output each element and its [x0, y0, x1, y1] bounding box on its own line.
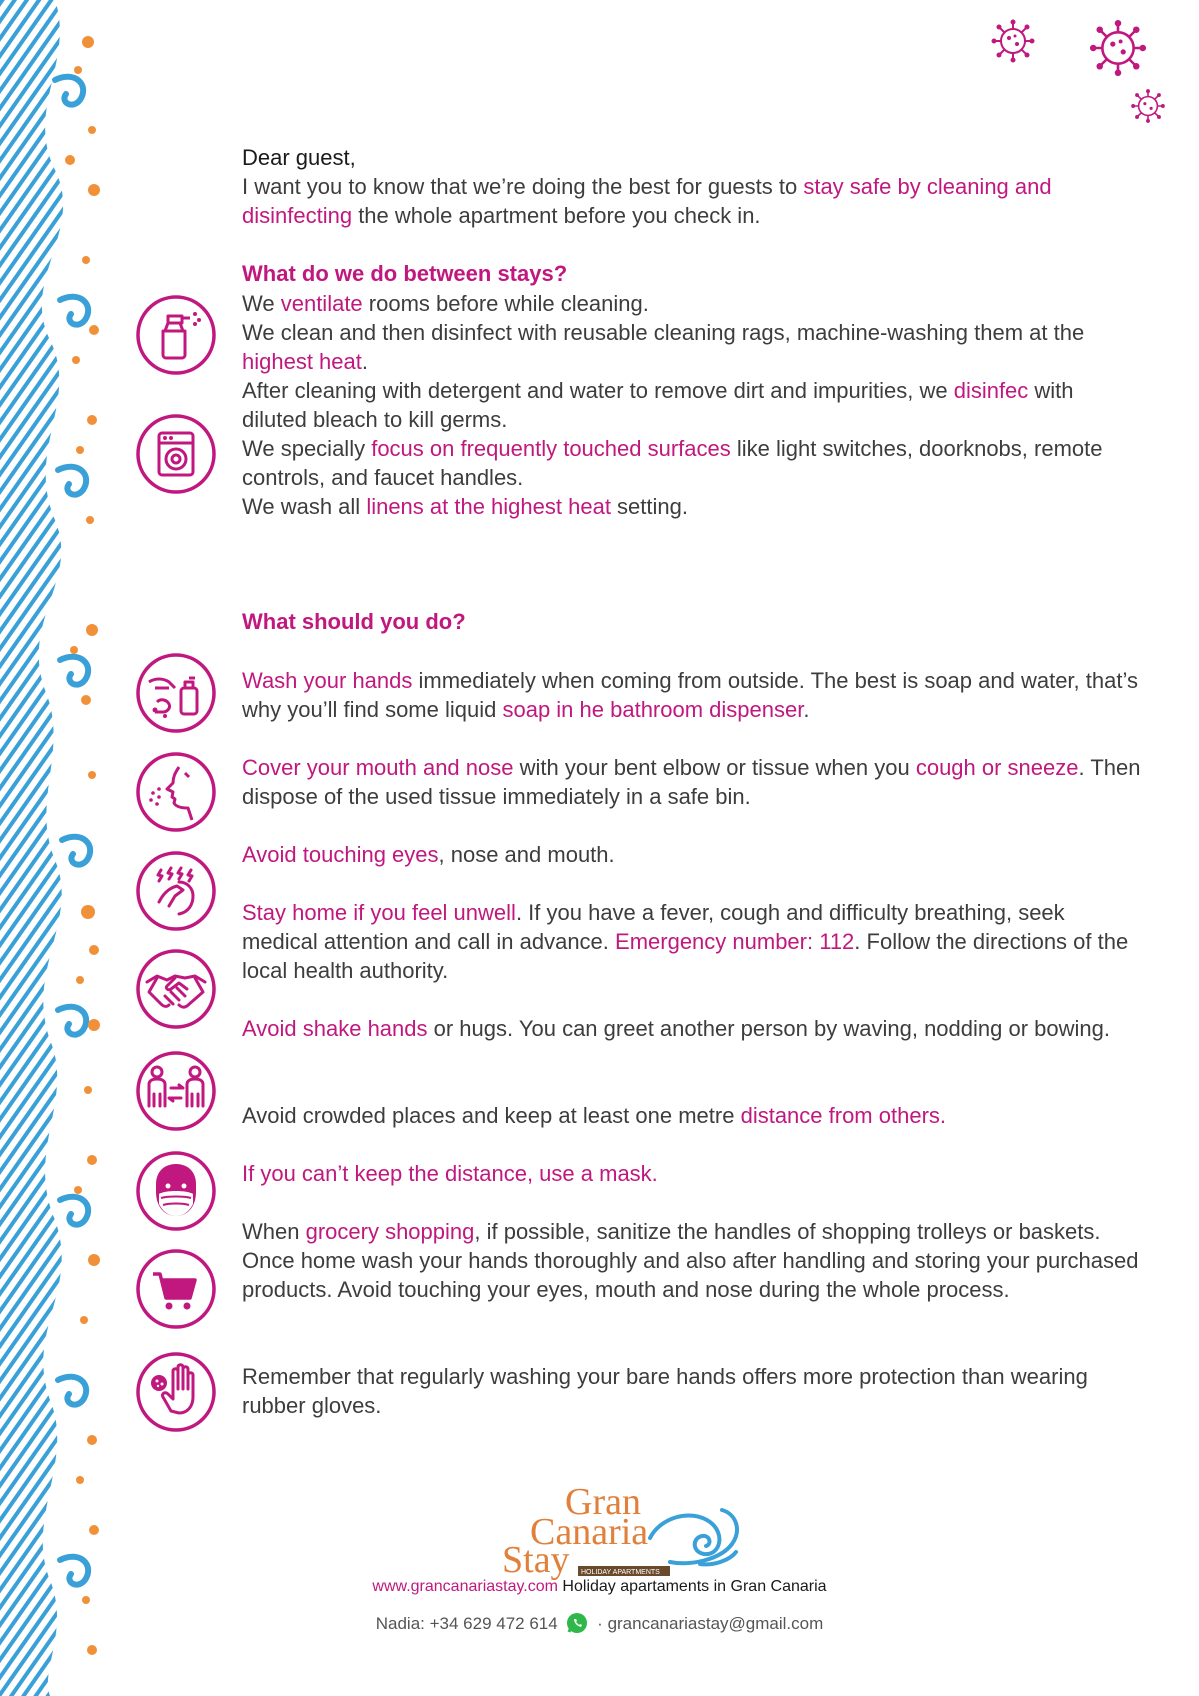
text-part: We clean and then disinfect with reusable cleaning rags, machine-washing them at the [242, 320, 1085, 345]
logo-line1: Gran [565, 1481, 641, 1523]
text-part: . Then dispose of the used tissue immediately in a safe bin. [242, 755, 1141, 809]
text-part: with diluted bleach to kill germs. [242, 378, 1074, 432]
list-item [242, 1362, 1142, 1420]
highlight: soap in he bathroom dispenser [502, 697, 804, 722]
hand-wash-icon [135, 652, 217, 734]
list-item [242, 1101, 1142, 1130]
wave-border [0, 0, 110, 1696]
virus-icon [1130, 88, 1166, 124]
website-link[interactable]: www.grancanariastay.com [372, 1578, 558, 1595]
text-part: After cleaning with detergent and water to remove dirt and impurities, we [242, 378, 954, 403]
email-link[interactable]: grancanariastay@gmail.com [607, 1614, 824, 1633]
sneeze-icon [135, 751, 217, 833]
list-item [242, 318, 1142, 376]
highlight: Emergency number: 112 [615, 929, 855, 954]
highlight: Cover your mouth and nose [242, 755, 514, 780]
footer-website-line [0, 1578, 1199, 1596]
text-part: Remember that regularly washing your bare hands offers more protection than wearing rubber gloves. [242, 1364, 1088, 1418]
highlight: grocery shopping [305, 1219, 475, 1244]
tip-cover-mouth [242, 753, 1142, 811]
footer-tagline: Holiday apartaments in Gran Canaria [557, 1578, 827, 1595]
highlight: Stay home if you feel unwell [242, 900, 516, 925]
virus-icon [990, 18, 1036, 64]
highlight: linens at the highest heat [366, 494, 611, 519]
text-part: . If you have a fever, cough and difficulty breathing, seek medical attention and call in advance. [242, 900, 1065, 954]
text-part: or hugs. You can greet another person by waving, nodding or bowing. [427, 1016, 1110, 1041]
list-item [242, 898, 1142, 985]
highlight: distance from others. [740, 1103, 947, 1128]
section-heading-what-you-do: What should you do? [242, 609, 466, 634]
washing-machine-icon [135, 413, 217, 495]
tip-stay-home [242, 898, 1142, 985]
intro-text-part: I want you to know that we’re doing the best for guests to [242, 174, 804, 199]
text-part: , if possible, sanitize the handles of shopping trolleys or baskets. Once home wash your hands thoroughly and also after handling and storing your purchased products. Avoid touching your eyes, mouth and nose during the whole process. [242, 1219, 1139, 1302]
whatsapp-icon [566, 1612, 588, 1634]
highlight: ventilate [280, 291, 363, 316]
list-item [242, 289, 1142, 318]
text-part: immediately when coming from outside. The best is soap and water, that’s why you’ll find some liquid [242, 668, 1138, 722]
text-part: We wash all [242, 494, 367, 519]
intro-highlight: stay safe by cleaning and disinfecting [242, 174, 1052, 228]
text-part: When [242, 1219, 306, 1244]
between-stays-list [242, 289, 1142, 521]
list-item [242, 840, 1142, 869]
tip-hand-washing [242, 666, 1142, 724]
highlight: Avoid shake hands [242, 1016, 428, 1041]
tip-mask [242, 1159, 1142, 1188]
tip-avoid-touching [242, 840, 1142, 869]
text-part: We specially [242, 436, 372, 461]
section-heading-between-stays: What do we do between stays? [242, 261, 568, 286]
list-item [242, 1014, 1142, 1043]
tip-distance [242, 1101, 1142, 1130]
tip-avoid-handshake [242, 1014, 1142, 1043]
text-part: like light switches, doorknobs, remote controls, and faucet handles. [242, 436, 1103, 490]
list-item [242, 753, 1142, 811]
logo-line3: Stay [502, 1539, 570, 1580]
highlight: disinfec [953, 378, 1029, 403]
logo-line2: Canaria [530, 1511, 649, 1553]
text-part: . [803, 697, 810, 722]
virus-icon [1088, 18, 1148, 78]
highlight: focus on frequently touched surfaces [371, 436, 731, 461]
separator: · [597, 1614, 608, 1633]
glove-hand-icon [135, 1351, 217, 1433]
text-part: with your bent elbow or tissue when you [513, 755, 916, 780]
list-item [242, 666, 1142, 724]
list-item [242, 376, 1142, 434]
logo-tag: HOLIDAY APARTMENTS [581, 1569, 660, 1576]
highlight: Wash your hands [242, 668, 413, 693]
list-item [242, 1217, 1142, 1304]
phone-contact: Nadia: +34 629 472 614 [375, 1614, 558, 1633]
greeting: Dear guest, [242, 145, 356, 170]
list-item [242, 434, 1142, 492]
handshake-icon [135, 948, 217, 1030]
highlight: If you can’t keep the distance, use a mask. [242, 1161, 658, 1186]
highlight: cough or sneeze [915, 755, 1079, 780]
text-part: We [242, 291, 281, 316]
text-part: setting. [610, 494, 688, 519]
gran-canaria-stay-logo [500, 1478, 760, 1580]
text-part: rooms before while cleaning. [362, 291, 649, 316]
intro-text-part: the whole apartment before you check in. [352, 203, 761, 228]
text-part: . [361, 349, 368, 374]
intro-text [242, 172, 1142, 230]
spray-bottle-icon [135, 294, 217, 376]
mask-icon [135, 1150, 217, 1232]
text-part: . Follow the directions of the local health authority. [242, 929, 1129, 983]
social-distance-icon [135, 1050, 217, 1132]
intro-block [242, 143, 1142, 230]
highlight: Avoid touching eyes [242, 842, 439, 867]
shopping-cart-icon [135, 1248, 217, 1330]
touch-face-icon [135, 850, 217, 932]
tip-grocery [242, 1217, 1142, 1304]
tip-gloves [242, 1362, 1142, 1420]
highlight: highest heat [242, 349, 362, 374]
footer-contact-line [0, 1612, 1199, 1634]
list-item [242, 1159, 1142, 1188]
list-item [242, 492, 1142, 521]
text-part: Avoid crowded places and keep at least one metre [242, 1103, 741, 1128]
text-part: , nose and mouth. [438, 842, 615, 867]
